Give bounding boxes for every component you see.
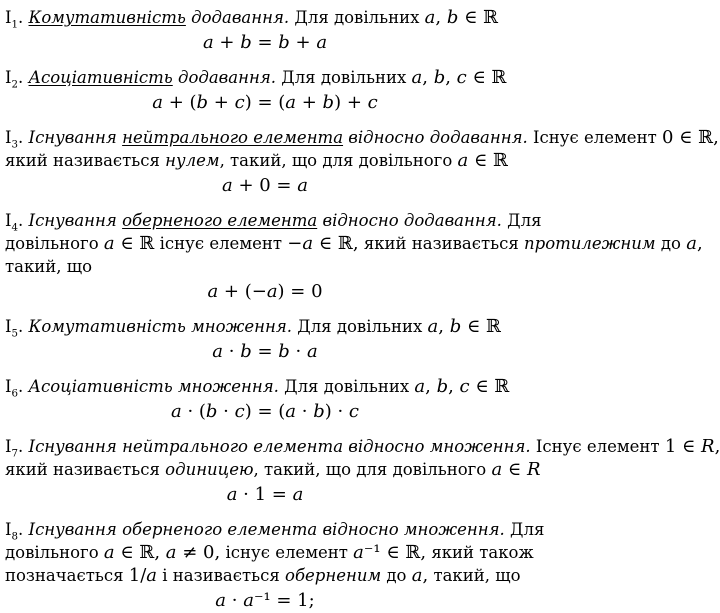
text-run: Існує елемент xyxy=(530,437,665,456)
axiom-line xyxy=(5,255,655,278)
text-run: Для довільних xyxy=(276,68,412,87)
text-run: додавання. xyxy=(185,8,290,27)
text-run: Для довільних xyxy=(292,317,428,336)
axiom-line xyxy=(5,126,719,151)
axiom-list xyxy=(5,6,720,613)
text-run: довільного xyxy=(5,234,104,253)
axiom-formula: a + (−a) = 0 xyxy=(207,281,323,302)
axiom-line xyxy=(5,375,655,398)
text-run: нулем xyxy=(165,151,220,170)
text-run: Комутативність множення. xyxy=(28,317,293,336)
axiom-line xyxy=(5,149,655,172)
text-run: нейтрального елемента xyxy=(122,128,344,147)
text-run: Існування нейтрального елемента відносно множення. xyxy=(28,437,531,456)
text-run: який називається xyxy=(5,151,166,170)
text-run: 1/a xyxy=(128,565,158,586)
axiom-label: $I_6$. xyxy=(5,377,29,400)
text-run: Для довільних xyxy=(289,8,425,27)
text-run: існує елемент xyxy=(154,234,288,253)
text-run: , такий, що для довільного xyxy=(253,460,492,479)
text-run: Існування xyxy=(28,211,123,230)
text-run: Для xyxy=(504,520,545,539)
axiom-line xyxy=(5,564,655,587)
axiom-block xyxy=(5,209,703,304)
axiom-label: $I_2$. xyxy=(5,68,29,91)
text-run: Існує елемент xyxy=(527,128,662,147)
axiom-formula: a · a⁻¹ = 1; xyxy=(215,590,315,611)
axiom-block xyxy=(5,435,720,507)
text-run: Для xyxy=(501,211,542,230)
text-run: a ∈ R xyxy=(491,459,541,480)
axiom-label: $I_4$. xyxy=(5,211,29,234)
text-run: a, xyxy=(686,233,703,254)
text-run: додавання. xyxy=(172,68,277,87)
axiom-line xyxy=(5,66,655,89)
axiom-line xyxy=(5,232,703,255)
axiom-line xyxy=(5,541,655,564)
axiom-formula: a · (b · c) = (a · b) · c xyxy=(170,401,359,422)
text-run: існує елемент xyxy=(220,543,354,562)
axiom-formula: a + (b + c) = (a + b) + c xyxy=(152,92,378,113)
axiom-line xyxy=(5,458,655,481)
axiom-formula: a + 0 = a xyxy=(222,175,308,196)
text-run: відносно додавання. xyxy=(343,128,528,147)
axiom-line xyxy=(5,6,655,29)
text-run: і називається xyxy=(157,566,286,585)
text-run: , такий, що для довільного xyxy=(219,151,458,170)
axiom-block xyxy=(5,6,655,55)
text-run: Існування xyxy=(28,128,123,147)
text-run: a ∈ ℝ, a ≠ 0, xyxy=(103,542,221,563)
axiom-formula: a · b = b · a xyxy=(212,341,318,362)
axiom-label: $I_5$. xyxy=(5,317,29,340)
text-run: a, b ∈ ℝ xyxy=(424,7,499,28)
text-run: оберненого елемента xyxy=(122,211,318,230)
text-run: позначається xyxy=(5,566,129,585)
text-run: Комутативність xyxy=(28,8,186,27)
axiom-line xyxy=(5,315,655,338)
text-run: оберненим xyxy=(285,566,382,585)
text-run: Асоціативність xyxy=(28,68,173,87)
text-run: a⁻¹ ∈ ℝ, xyxy=(353,542,427,563)
axiom-line xyxy=(5,435,720,460)
text-run: до xyxy=(655,234,687,253)
text-run: a, b, c ∈ ℝ xyxy=(411,67,507,88)
axiom-block xyxy=(5,66,655,115)
axiom-formula: a + b = b + a xyxy=(202,32,328,53)
text-run: Асоціативність множення. xyxy=(28,377,279,396)
axiom-label: $I_8$. xyxy=(5,520,29,543)
text-run: a, xyxy=(411,565,429,586)
axiom-line xyxy=(5,209,655,232)
text-run: a, b ∈ ℝ xyxy=(427,316,501,337)
axiom-label: $I_3$. xyxy=(5,128,29,151)
text-run: a ∈ ℝ xyxy=(103,233,155,254)
text-run: який також xyxy=(426,543,534,562)
text-run: який називається xyxy=(5,460,166,479)
text-run: Для довільних xyxy=(278,377,415,396)
text-run: 0 ∈ ℝ, xyxy=(661,127,719,148)
axiom-block xyxy=(5,315,655,364)
text-run: довільного xyxy=(5,543,104,562)
axiom-block xyxy=(5,518,655,613)
text-run: −a ∈ ℝ, xyxy=(287,233,359,254)
axiom-formula: a · 1 = a xyxy=(226,484,304,505)
text-run: 1 ∈ R, xyxy=(664,436,720,457)
text-run: такий, що xyxy=(5,257,93,276)
text-run: одиницею xyxy=(165,460,254,479)
axiom-block xyxy=(5,375,655,424)
text-run: такий, що xyxy=(428,566,521,585)
text-run: Існування оберненого елемента відносно множення. xyxy=(28,520,505,539)
text-run: відносно додавання. xyxy=(317,211,502,230)
axiom-line xyxy=(5,518,655,541)
text-run: a ∈ ℝ xyxy=(457,150,508,171)
axiom-label: $I_1$. xyxy=(5,8,29,31)
text-run: до xyxy=(381,566,412,585)
axiom-label: $I_7$. xyxy=(5,437,29,460)
axiom-block xyxy=(5,126,719,198)
text-run: протилежним xyxy=(524,234,656,253)
text-run: який називається xyxy=(358,234,524,253)
text-run: a, b, c ∈ ℝ xyxy=(414,376,510,397)
